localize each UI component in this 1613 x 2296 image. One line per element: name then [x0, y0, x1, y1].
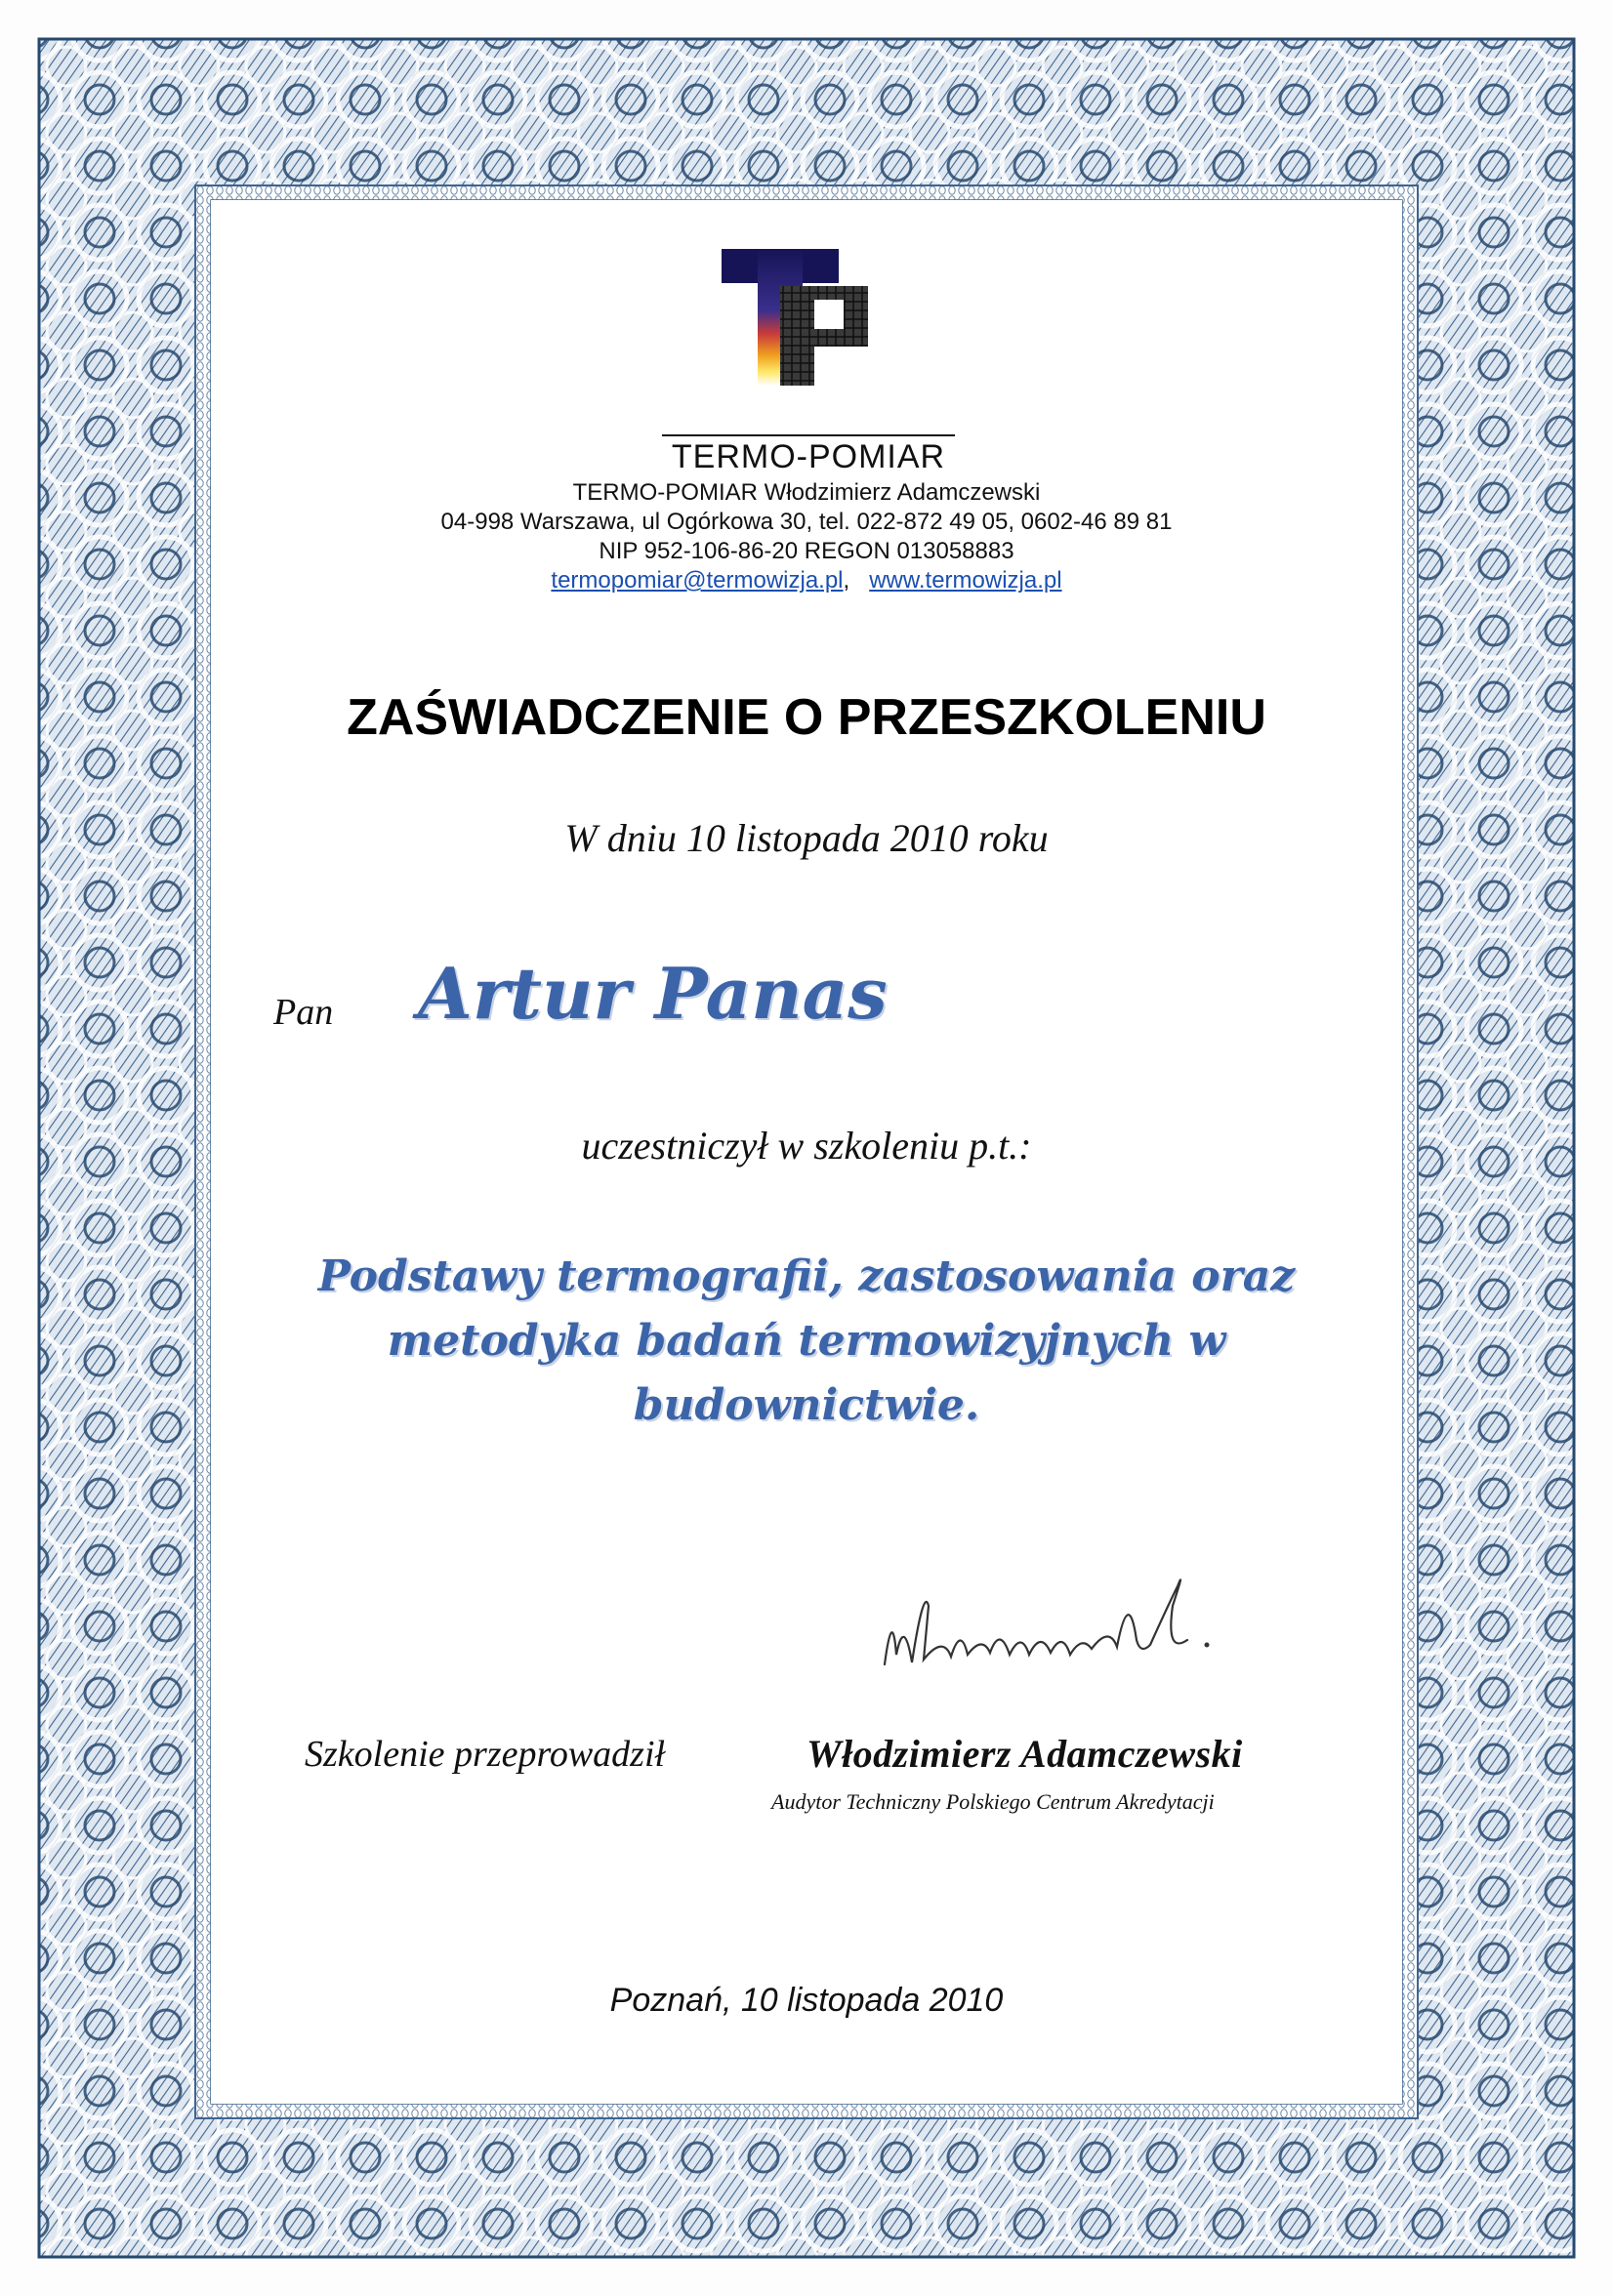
- course-title-line: budownictwie.: [633, 1380, 980, 1430]
- email-link[interactable]: termopomiar@termowizja.pl: [551, 567, 844, 594]
- website-link[interactable]: www.termowizja.pl: [869, 567, 1062, 594]
- course-title-line: metodyka badań termowizyjnych w: [387, 1316, 1226, 1366]
- course-title-line: Podstawy termografii, zastosowania oraz: [317, 1251, 1296, 1301]
- handwritten-signature: [875, 1547, 1285, 1694]
- participant-name: Artur Panas: [418, 952, 888, 1035]
- date-line: W dniu 10 listopada 2010 roku: [564, 816, 1049, 860]
- participation-text: uczestniczył w szkoleniu p.t.:: [581, 1124, 1032, 1168]
- company-address-line: 04-998 Warszawa, ul Ogórkowa 30, tel. 022-872 49 05, 0602-46 89 81: [440, 509, 1173, 535]
- company-brand: TERMO-POMIAR: [662, 434, 955, 476]
- link-separator: ,: [843, 567, 850, 594]
- certificate-body: [211, 200, 1402, 2104]
- signer-role: Audytor Techniczny Polskiego Centrum Akredytacji: [771, 1789, 1215, 1814]
- company-tax-line: NIP 952-106-86-20 REGON 013058883: [599, 538, 1014, 564]
- signer-name: Włodzimierz Adamczewski: [806, 1732, 1243, 1776]
- company-name-line: TERMO-POMIAR Włodzimierz Adamczewski: [572, 479, 1041, 506]
- course-title: [269, 1245, 1344, 1438]
- conducted-by-label: Szkolenie przeprowadził: [305, 1734, 666, 1775]
- tp-logo-icon: [722, 249, 897, 395]
- certificate-title: ZAŚWIADCZENIE O PRZESZKOLENIU: [347, 689, 1266, 746]
- place-and-date: Poznań, 10 listopada 2010: [609, 1982, 1004, 2019]
- salutation: Pan: [273, 992, 334, 1033]
- company-links: [211, 566, 1402, 595]
